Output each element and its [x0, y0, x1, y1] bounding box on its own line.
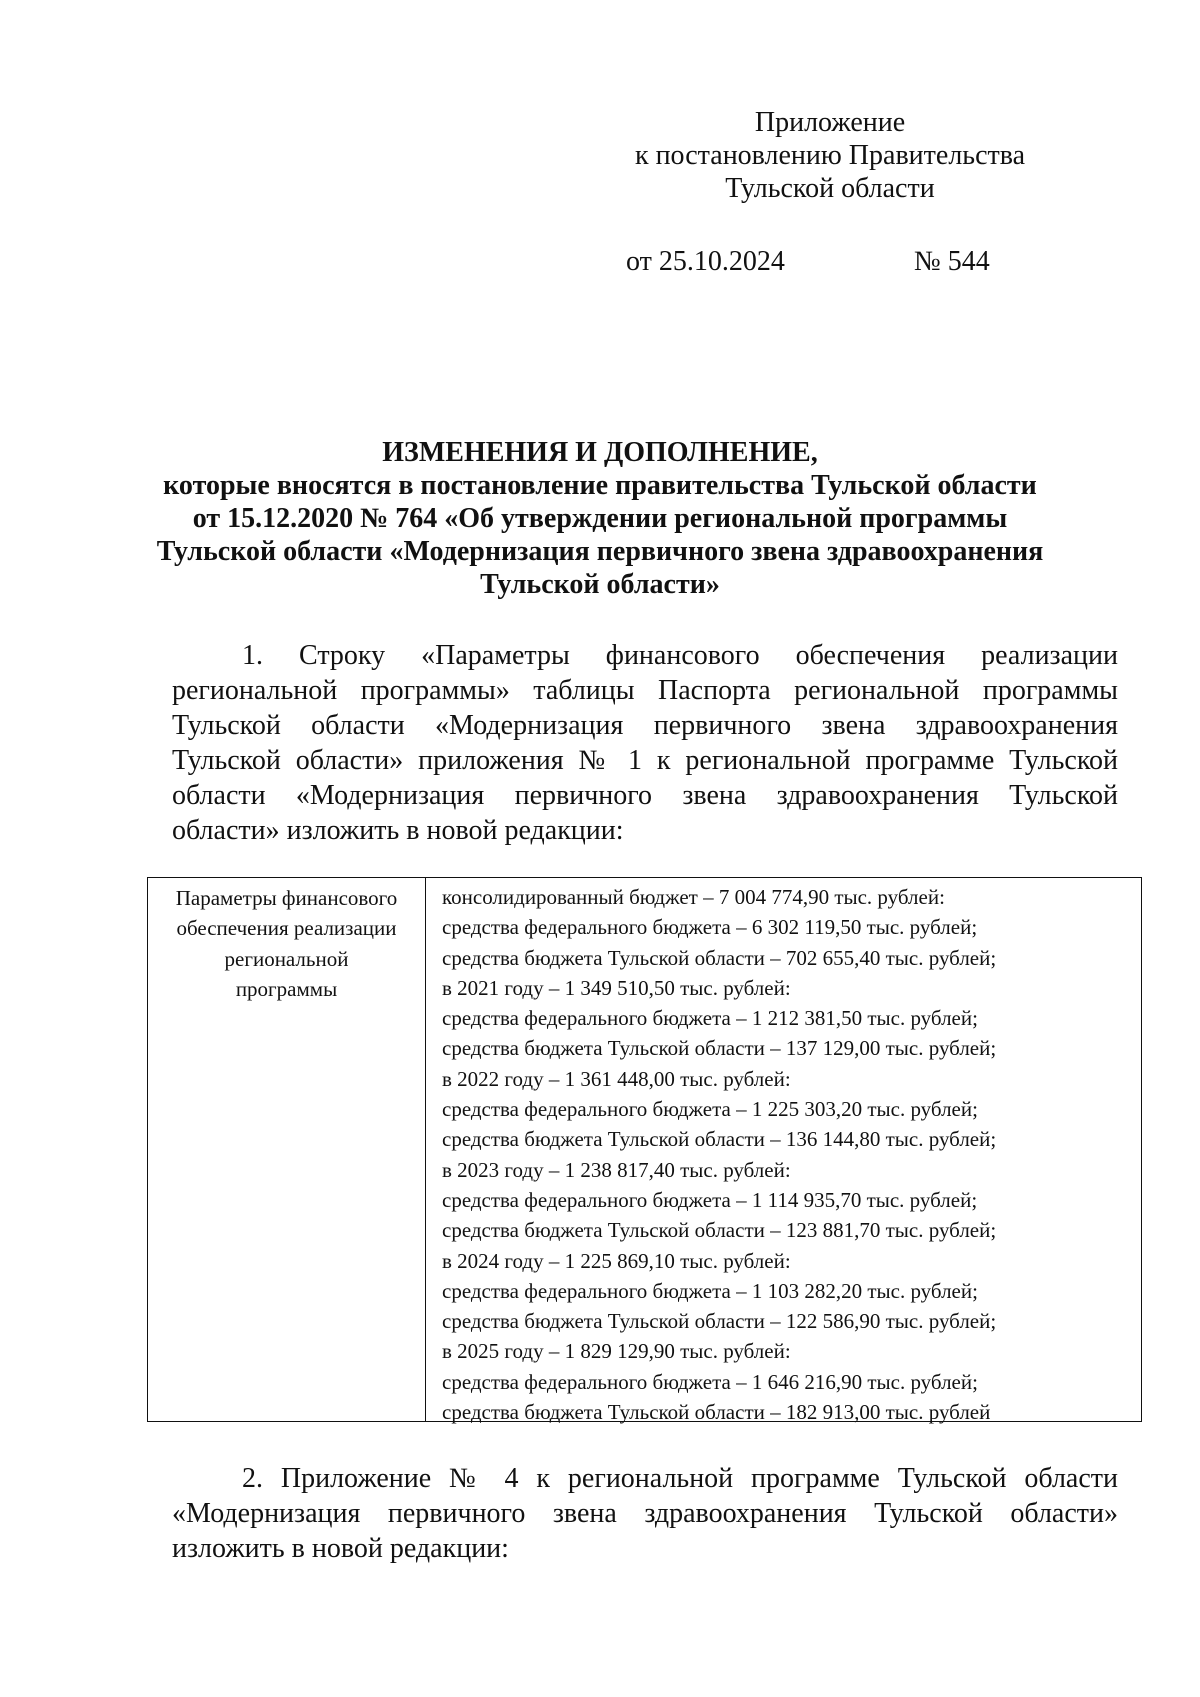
- value-line: средства бюджета Тульской области – 182 913,00 тыс. рублей: [442, 1400, 991, 1425]
- annex-number: № 544: [914, 246, 990, 277]
- paragraph-line: «Модернизация первичного звена здравоохранения Тульской области»: [172, 1498, 1118, 1529]
- value-line: в 2025 году – 1 829 129,90 тыс. рублей:: [442, 1339, 791, 1364]
- value-line: консолидированный бюджет – 7 004 774,90 тыс. рублей:: [442, 885, 945, 909]
- paragraph-line: области» изложить в новой редакции:: [172, 815, 624, 846]
- heading-line: которые вносятся в постановление правительства Тульской области: [163, 470, 1037, 501]
- label-line: региональной: [224, 946, 349, 971]
- paragraph-line: изложить в новой редакции:: [172, 1533, 509, 1564]
- value-line: средства бюджета Тульской области – 123 881,70 тыс. рублей;: [442, 1218, 997, 1243]
- annex-line-1: Приложение: [754, 107, 906, 138]
- annex-line-3: Тульской области: [725, 173, 935, 204]
- value-line: средства бюджета Тульской области – 702 655,40 тыс. рублей;: [442, 945, 997, 970]
- value-line: средства федерального бюджета – 1 212 381,50 тыс. рублей;: [442, 1006, 978, 1031]
- value-line: в 2022 году – 1 361 448,00 тыс. рублей:: [442, 1066, 791, 1091]
- paragraph-2: [172, 1461, 1118, 1566]
- paragraph-line: 1. Строку «Параметры финансового обеспечения реализации: [242, 640, 1118, 671]
- document-heading: [120, 436, 1080, 601]
- annex-date: от 25.10.2024: [626, 246, 785, 277]
- annex-line-2: к постановлению Правительства: [634, 140, 1026, 171]
- value-line: средства бюджета Тульской области – 136 144,80 тыс. рублей;: [442, 1127, 997, 1152]
- value-line: средства бюджета Тульской области – 122 586,90 тыс. рублей;: [442, 1309, 997, 1334]
- value-line: средства федерального бюджета – 1 103 282,20 тыс. рублей;: [442, 1278, 978, 1303]
- table-value-cell: [426, 878, 1141, 1425]
- heading-line: от 15.12.2020 № 764 «Об утверждении региональной программы: [192, 503, 1008, 534]
- label-line: программы: [235, 976, 338, 1001]
- value-line: в 2024 году – 1 225 869,10 тыс. рублей:: [442, 1248, 791, 1273]
- paragraph-line: Тульской области «Модернизация первичного звена здравоохранения: [172, 710, 1118, 741]
- value-line: в 2021 году – 1 349 510,50 тыс. рублей:: [442, 975, 791, 1000]
- paragraph-1: [172, 638, 1118, 848]
- annex-block: [620, 106, 1040, 205]
- financing-table: [147, 877, 1142, 1425]
- table-label-cell: [148, 878, 426, 1421]
- paragraph-line: региональной программы» таблицы Паспорта региональной программы: [172, 675, 1118, 706]
- value-line: средства федерального бюджета – 1 646 216,90 тыс. рублей;: [442, 1369, 978, 1394]
- heading-line: ИЗМЕНЕНИЯ И ДОПОЛНЕНИЕ,: [382, 437, 818, 468]
- value-line: средства бюджета Тульской области – 137 129,00 тыс. рублей;: [442, 1036, 997, 1061]
- value-line: средства федерального бюджета – 1 114 935,70 тыс. рублей;: [442, 1187, 978, 1212]
- paragraph-line: 2. Приложение № 4 к региональной программе Тульской области: [242, 1463, 1118, 1494]
- label-line: обеспечения реализации: [176, 916, 397, 941]
- value-line: в 2023 году – 1 238 817,40 тыс. рублей:: [442, 1157, 791, 1182]
- paragraph-line: Тульской области» приложения № 1 к региональной программе Тульской: [172, 745, 1118, 776]
- heading-line: Тульской области «Модернизация первичного звена здравоохранения: [156, 536, 1044, 567]
- value-line: средства федерального бюджета – 6 302 119,50 тыс. рублей;: [442, 915, 978, 940]
- label-line: Параметры финансового: [175, 886, 398, 910]
- paragraph-line: области «Модернизация первичного звена здравоохранения Тульской: [172, 780, 1118, 811]
- value-line: средства федерального бюджета – 1 225 303,20 тыс. рублей;: [442, 1097, 978, 1122]
- heading-line: Тульской области»: [480, 569, 720, 600]
